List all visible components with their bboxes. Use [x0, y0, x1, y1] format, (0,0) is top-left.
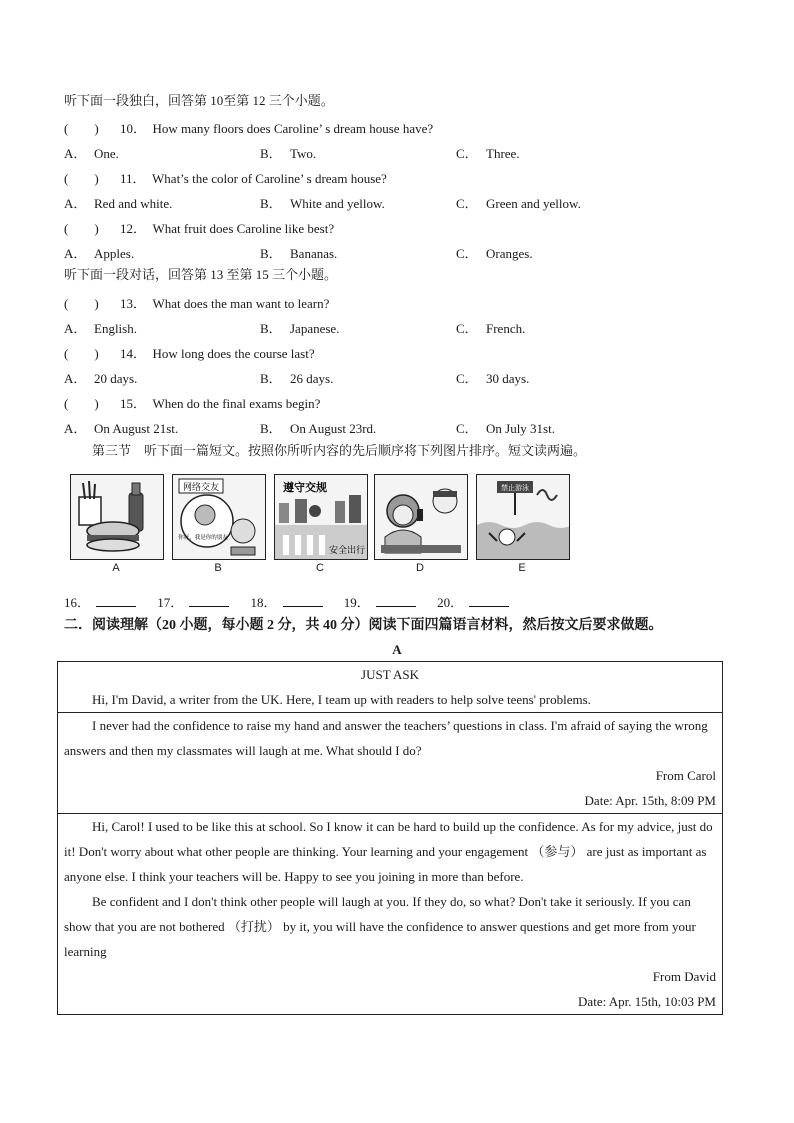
picture-a	[70, 474, 164, 560]
david-reply	[58, 814, 722, 1014]
option-b: B． Bananas.	[260, 246, 338, 261]
just-ask-box	[57, 661, 723, 1015]
option-c: C． Green and yellow.	[456, 196, 581, 211]
question-13	[64, 293, 329, 312]
section3-instruction: 第三节 听下面一篇短文。按照你所听内容的先后顺序将下列图片排序。短文读两遍。	[92, 443, 587, 458]
picture-label: B	[214, 562, 222, 574]
question-11	[64, 168, 387, 187]
option-b: B． Japanese.	[260, 321, 340, 336]
question-text: What’s the color of Caroline’ s dream house?	[152, 171, 387, 186]
option-a: A． One.	[64, 146, 119, 161]
blank-number: 19．	[343, 595, 370, 610]
option-c: C． On July 31st.	[456, 421, 555, 436]
blank-number: 17．	[157, 595, 184, 610]
option-a: A． On August 21st.	[64, 421, 179, 436]
option-b: B． 26 days.	[260, 371, 334, 386]
reply-date: Date: Apr. 15th, 10:03 PM	[578, 994, 716, 1009]
question-number: 13．	[120, 296, 147, 311]
option-c: C． Oranges.	[456, 246, 533, 261]
question-text: What fruit does Caroline like best?	[152, 221, 335, 236]
answer-paren[interactable]: ( )	[64, 221, 99, 236]
reply-from: From David	[652, 969, 716, 984]
traffic-rules-icon	[275, 475, 367, 559]
question-text: How many floors does Caroline’ s dream house have?	[152, 121, 434, 136]
question-12	[64, 218, 334, 237]
answer-paren[interactable]: ( )	[64, 396, 99, 411]
svg-text:安全出行: 安全出行	[328, 546, 366, 556]
box-header	[58, 662, 722, 713]
reply-paragraph-2: Be confident and I don't think other people will laugh at you. If they do, so what? Don't take it seriously. If you can show that you are not bothered （打扰） by it, you will have the confidence to answer questions and get more from your learning	[64, 894, 696, 959]
dialogue-instruction: 听下面一段对话，回答第 13 至第 15 三个小题。	[64, 267, 338, 282]
picture-label: C	[316, 562, 324, 574]
answer-blank[interactable]	[469, 594, 509, 607]
blank-number: 18．	[250, 595, 277, 610]
option-c: C． French.	[456, 321, 526, 336]
question-text: What does the man want to learn?	[152, 296, 330, 311]
picture-row	[64, 470, 574, 580]
letter-date: Date: Apr. 15th, 8:09 PM	[584, 793, 716, 808]
picture-label: D	[416, 562, 424, 574]
box-title: JUST ASK	[361, 667, 419, 682]
option-a: A． Apples.	[64, 246, 135, 261]
question-number: 11．	[120, 171, 146, 186]
blank-number: 16．	[64, 595, 91, 610]
picture-label: E	[518, 562, 526, 574]
picture-d	[374, 474, 468, 560]
question-15	[64, 393, 320, 412]
question-number: 15．	[120, 396, 147, 411]
svg-text:你好，我是你的朋友: 你好，我是你的朋友	[178, 535, 228, 541]
box-intro: Hi, I'm David, a writer from the UK. Here, I team up with readers to help solve teens' problems.	[92, 692, 591, 707]
answer-blank[interactable]	[376, 594, 416, 607]
picture-e	[476, 474, 570, 560]
picture-c	[274, 474, 368, 560]
reply-paragraph-1: Hi, Carol! I used to be like this at school. So I know it can be hard to build up the confidence. As for my advice, just do it! Don't worry about what other people are thinking. Your learning and your engagement （参与） are just as important as anyone else. I think your teachers will be. Happy to see you joining in more than before.	[64, 819, 713, 884]
answer-blank[interactable]	[283, 594, 323, 607]
blank-number: 20．	[437, 595, 464, 610]
question-text: How long does the course last?	[152, 346, 315, 361]
answer-paren[interactable]: ( )	[64, 296, 99, 311]
question-number: 14．	[120, 346, 147, 361]
svg-text:禁止游泳: 禁止游泳	[501, 484, 529, 492]
picture-label: A	[112, 562, 120, 574]
option-b: B． On August 23rd.	[260, 421, 377, 436]
question-14	[64, 343, 315, 362]
option-a: A． English.	[64, 321, 137, 336]
phone-scam-icon	[375, 475, 467, 559]
answer-paren[interactable]: ( )	[64, 121, 99, 136]
question-10	[64, 118, 433, 137]
answer-blank[interactable]	[96, 594, 136, 607]
option-a: A． 20 days.	[64, 371, 138, 386]
option-c: C． 30 days.	[456, 371, 530, 386]
part-a-heading: A	[392, 642, 402, 657]
answer-paren[interactable]: ( )	[64, 171, 99, 186]
picture-b	[172, 474, 266, 560]
svg-text:网络交友: 网络交友	[182, 483, 220, 493]
reading-section-title: 二．阅读理解（20 小题，每小题 2 分，共 40 分）阅读下面四篇语言材料，然后按文后要求做题。	[64, 618, 663, 633]
question-text: When do the final exams begin?	[152, 396, 321, 411]
svg-text:遵守交规: 遵守交规	[283, 481, 327, 494]
online-friends-icon	[173, 475, 265, 559]
question-number: 12．	[120, 221, 147, 236]
question-number: 10．	[120, 121, 147, 136]
letter-body: I never had the confidence to raise my hand and answer the teachers’ questions in class. I'm afraid of saying the wrong answers and then my classmates will laugh at me. What should I do?	[64, 718, 708, 758]
option-b: B． White and yellow.	[260, 196, 385, 211]
answer-blank[interactable]	[189, 594, 229, 607]
monologue-instruction: 听下面一段独白，回答第 10至第 12 三个小题。	[64, 93, 334, 108]
ordering-blanks	[64, 592, 527, 611]
fast-food-icon	[71, 475, 163, 559]
carol-letter	[58, 713, 722, 814]
option-c: C． Three.	[456, 146, 520, 161]
drowning-warning-icon	[477, 475, 569, 559]
letter-from: From Carol	[655, 768, 716, 783]
option-b: B． Two.	[260, 146, 317, 161]
answer-paren[interactable]: ( )	[64, 346, 99, 361]
option-a: A． Red and white.	[64, 196, 173, 211]
